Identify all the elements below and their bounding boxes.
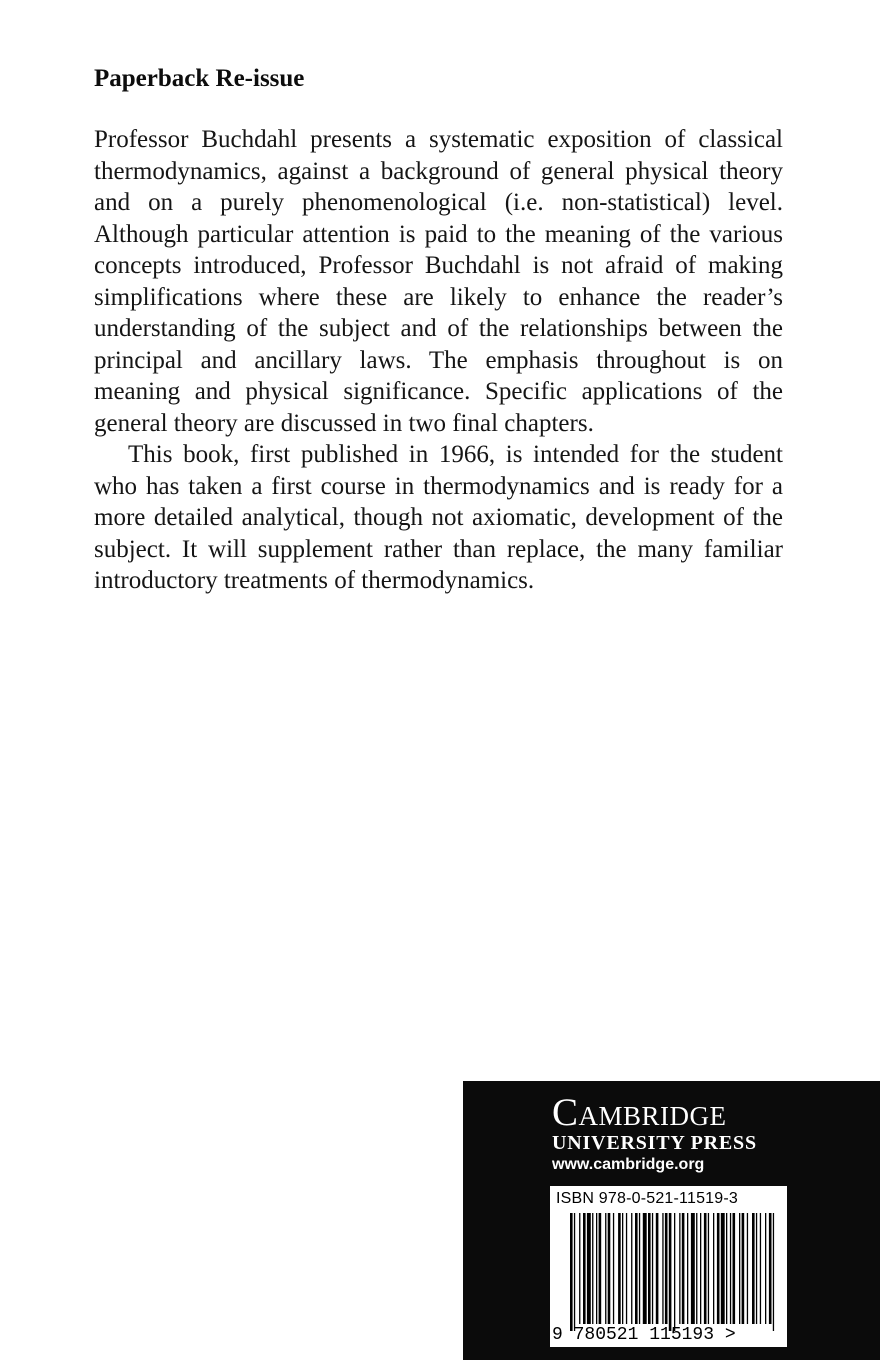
barcode-bar: [756, 1213, 757, 1324]
barcode-bar: [682, 1213, 685, 1324]
barcode-bar: [665, 1213, 668, 1324]
barcode-bar: [742, 1213, 745, 1324]
barcode-bars: [550, 1186, 787, 1347]
barcode-bar: [599, 1213, 602, 1324]
barcode-bar: [708, 1213, 709, 1324]
barcode-bar: [652, 1213, 653, 1324]
barcode-bar: [739, 1213, 740, 1324]
barcode-bar: [639, 1213, 640, 1324]
barcode-bar: [679, 1213, 680, 1324]
barcode-bar: [592, 1213, 593, 1324]
barcode-bar: [583, 1213, 586, 1324]
barcode-bar: [574, 1213, 575, 1331]
barcode-bar: [626, 1213, 627, 1324]
barcode-bar: [608, 1213, 611, 1324]
barcode-bar: [570, 1213, 573, 1331]
barcode-bar: [691, 1213, 695, 1324]
barcode-bar: [717, 1213, 720, 1324]
barcode-bar: [730, 1213, 731, 1324]
description: [94, 124, 783, 597]
barcode-bar: [769, 1213, 772, 1324]
barcode-bar: [662, 1213, 663, 1324]
barcode-bar: [721, 1213, 725, 1324]
barcode-bar: [674, 1213, 675, 1331]
barcode-bar: [579, 1213, 580, 1324]
barcode-bar: [773, 1213, 774, 1331]
barcode-bar: [726, 1213, 727, 1324]
barcode-bar: [752, 1213, 755, 1324]
barcode-bar: [687, 1213, 688, 1324]
publisher-block: [463, 1081, 880, 1360]
description-paragraph: Professor Buchdahl presents a systematic exposition of classical thermodynamics, against a background of general physical theory and on a purely phenomenological (i.e. non-statistical) level. Although particular attention is paid to the meaning of the various concepts introduced, Professor Buchdahl is not afraid of making simplifications where these are likely to enhance the reader’s understanding of the subject and of the relationships between the principal and ancillary laws. The emphasis throughout is on meaning and physical significance. Specific applications of the general theory are discussed in two final chapters.: [94, 126, 783, 437]
barcode-bar: [700, 1213, 701, 1324]
barcode-bar: [635, 1213, 638, 1324]
publisher-url: www.cambridge.org: [552, 1156, 705, 1173]
barcode-bar: [587, 1213, 591, 1324]
barcode-bar: [704, 1213, 707, 1324]
heading: Paperback Re-issue: [94, 65, 305, 92]
publisher-subname: UNIVERSITY PRESS: [552, 1132, 757, 1154]
barcode-bar: [605, 1213, 606, 1324]
description-paragraph: This book, first published in 1966, is intended for the student who has taken a first course in thermodynamics and is ready for a more detailed analytical, though not axiomatic, development of the subject. It will supplement rather than replace, the many familiar introductory treatments of thermodynamics.: [94, 441, 783, 594]
isbn-label: ISBN 978-0-521-11519-3: [556, 1190, 738, 1207]
barcode-bar: [622, 1213, 623, 1324]
barcode-bar: [713, 1213, 714, 1324]
barcode-bar: [643, 1213, 647, 1324]
barcode-bar: [733, 1213, 736, 1324]
barcode-bar: [760, 1213, 761, 1324]
barcode-bar: [747, 1213, 748, 1324]
barcode-bar: [613, 1213, 614, 1324]
barcode-digits: 9 780521 115193 >: [552, 1325, 736, 1345]
barcode-bar: [765, 1213, 766, 1324]
barcode-bar: [696, 1213, 697, 1324]
barcode-bar: [618, 1213, 621, 1324]
barcode-bar: [669, 1213, 672, 1331]
barcode: [550, 1186, 787, 1347]
barcode-bar: [648, 1213, 651, 1324]
barcode-bar: [631, 1213, 632, 1324]
publisher-name: Cambridge: [552, 1091, 727, 1134]
barcode-bar: [656, 1213, 659, 1324]
barcode-bar: [596, 1213, 597, 1324]
